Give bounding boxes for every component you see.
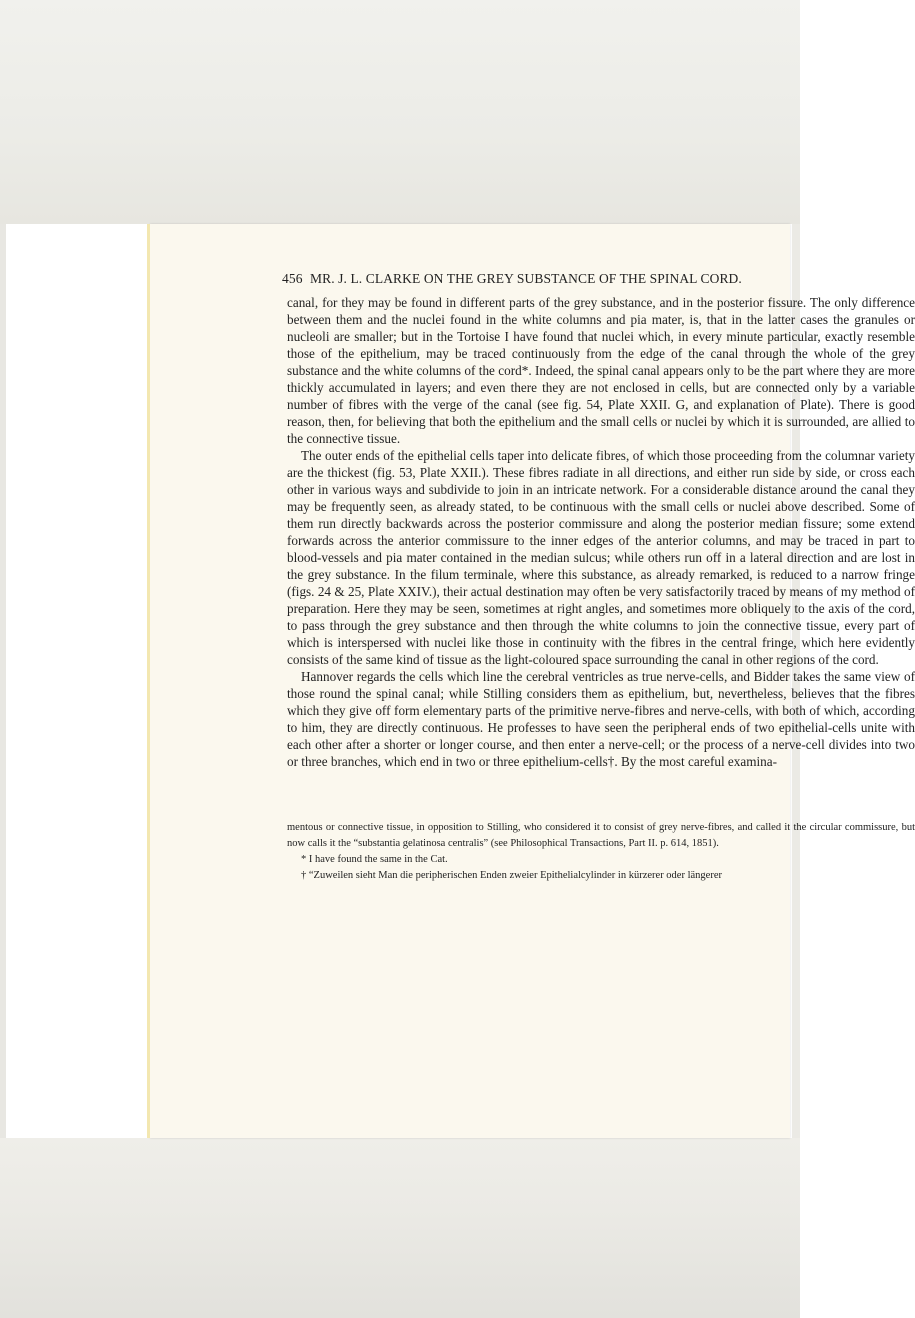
body-paragraph: Hannover regards the cells which line the cerebral ventricles as true nerve-cells, and Bidder takes the same view of those round the spinal canal; while Stilling considers them as epithelium, but, nevertheless, believes that the fibres which they give off form elementary parts of the primitive nerve-fibres and nerve-cells, with both of which, according to him, they are directly continuous. He professes to have seen the peripheral ends of two epithelial-cells unite with each other after a shorter or longer course, and then enter a nerve-cell; or the process of a nerve-cell divides into two or three branches, which end in two or three epithelium-cells†. By the most careful examina- (287, 669, 915, 769)
book-page (150, 224, 915, 1138)
scan-background-bottom (0, 1138, 800, 1318)
scan-background-top (0, 0, 800, 224)
body-paragraph: The outer ends of the epithelial cells taper into delicate fibres, of which those proceeding from the columnar variety are the thickest (fig. 53, Plate XXII.). These fibres radiate in all directions, and either run side by side, or cross each other in various ways and subdivide to join in an intricate network. For a considerable distance around the canal they may be frequently seen, as already stated, to be continuous with the small cells or nuclei above described. Some of them run directly backwards across the posterior commissure and along the posterior median fissure; some extend forwards across the anterior commissure to the inner edges of the anterior columns, and may be traced in part to blood-vessels and pia mater contained in the median sulcus; while others run off in a lateral direction and are lost in the grey substance. In the filum terminale, where this substance, as already remarked, is reduced to a narrow fringe (figs. 24 & 25, Plate XXIV.), their actual destination may often be very satisfactorily traced by means of my method of preparation. Here they may be seen, sometimes at right angles, and sometimes more obliquely to the axis of the cord, to pass through the grey substance and then through the white columns to join the connective tissue, every part of which is interspersed with nuclei like those in continuity with the fibres in the central fringe, which here evidently consists of the same kind of tissue as the light-coloured space surrounding the canal in other regions of the cord. (287, 448, 915, 667)
running-title: MR. J. L. CLARKE ON THE GREY SUBSTANCE OF THE SPINAL CORD. (310, 271, 742, 286)
page-number: 456 (282, 271, 303, 286)
footnotes (287, 820, 915, 884)
footnote-star: * I have found the same in the Cat. (301, 854, 448, 865)
body-text (287, 294, 915, 770)
scan-background-left (0, 224, 6, 1138)
footnote-dagger: † “Zuweilen sieht Man die peripherischen Enden zweier Epithelialcylinder in kürzerer oder längerer (301, 870, 722, 881)
footnote-continuation: mentous or connective tissue, in opposition to Stilling, who considered it to consist of grey nerve-fibres, and called it the circular commissure, but now calls it the “substantia gelatinosa centralis” (see Philosophical Transactions, Part II. p. 614, 1851). (287, 822, 915, 849)
body-paragraph: canal, for they may be found in different parts of the grey substance, and in the posterior fissure. The only difference between them and the nuclei found in the white columns and pia mater, is, that in the latter cases the granules or nucleoli are smaller; but in the Tortoise I have found that nuclei which, in every minute particular, exactly resemble those of the epithelium, may be traced continuously from the edge of the canal through the whole of the grey substance and the white columns of the cord*. Indeed, the spinal canal appears only to be the part where they are more thickly accumulated in layers; and even there they are not enclosed in cells, but are connected only by a variable number of fibres with the verge of the canal (see fig. 54, Plate XXII. G, and explanation of Plate). There is good reason, then, for believing that both the epithelium and the small cells or nuclei by which it is surrounded, are allied to the connective tissue. (287, 295, 915, 446)
